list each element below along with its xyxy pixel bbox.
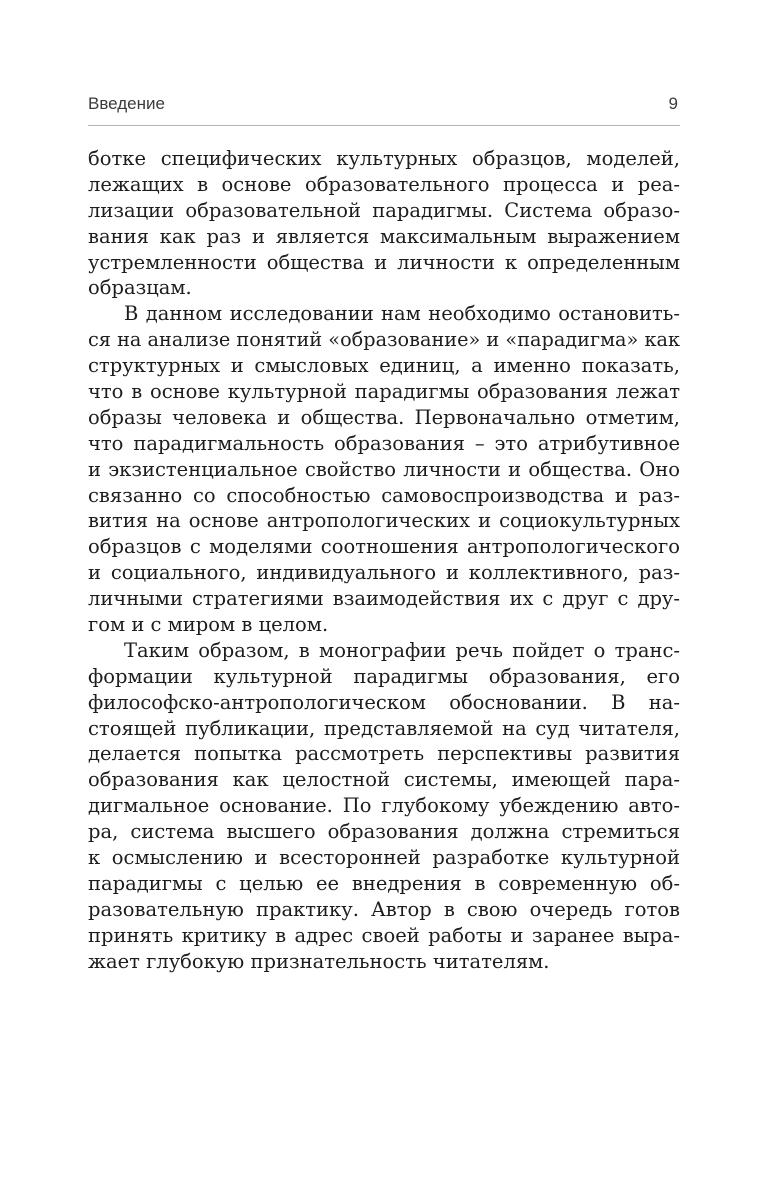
paragraph	[88, 301, 680, 638]
running-head	[88, 92, 680, 118]
text-line: образцам.	[88, 276, 192, 300]
text-line: и социального, индивидуального и коллективного, раз-	[88, 561, 680, 585]
text-line: В данном исследовании нам необходимо остановить-	[124, 302, 680, 326]
text-line: ботке специфических культурных образцов, моделей,	[88, 147, 680, 170]
header-rule	[88, 125, 680, 126]
body-text	[88, 146, 680, 975]
text-line: лизации образовательной парадигмы. Система образо-	[88, 198, 680, 222]
text-line: образцов с моделями соотношения антропологического	[88, 535, 680, 559]
paragraph	[88, 638, 680, 975]
text-line: Таким образом, в монографии речь пойдет о транс-	[124, 638, 680, 662]
text-line: вития на основе антропологических и социокультурных	[88, 509, 680, 533]
page-number: 9	[668, 94, 678, 113]
text-line: к осмыслению и всесторонней разработке культурной	[88, 846, 680, 870]
text-line: связанно со способностью самовоспроизводства и раз-	[88, 483, 680, 507]
text-line: делается попытка рассмотреть перспективы развития	[88, 742, 680, 766]
text-line: разовательную практику. Автор в свою очередь готов	[88, 897, 680, 921]
text-line: принять критику в адрес своей работы и заранее выра-	[88, 923, 680, 947]
text-line: образования как целостной системы, имеющей пара-	[88, 768, 680, 792]
text-line: что парадигмальность образования – это атрибутивное	[88, 431, 680, 455]
text-line: парадигмы с целью ее внедрения в современную об-	[88, 871, 680, 895]
text-line: лежащих в основе образовательного процесса и реа-	[88, 172, 680, 196]
text-line: ра, система высшего образования должна стремиться	[88, 820, 680, 844]
text-line: личными стратегиями взаимодействия их с друг с дру-	[88, 587, 680, 611]
text-line: что в основе культурной парадигмы образования лежат	[88, 380, 680, 404]
paragraph	[88, 146, 680, 301]
text-line: вания как раз и является максимальным выражением	[88, 224, 680, 248]
text-line: ся на анализе понятий «образование» и «парадигма» как	[88, 328, 680, 352]
text-line: жает глубокую признательность читателям.	[88, 949, 550, 973]
text-line: и экзистенциальное свойство личности и общества. Оно	[88, 457, 680, 481]
text-line: гом и с миром в целом.	[88, 613, 329, 637]
text-line: дигмальное основание. По глубокому убеждению авто-	[88, 794, 680, 818]
text-line: формации культурной парадигмы образования, его	[88, 664, 680, 688]
text-line: философско-антропологическом обосновании. В на-	[88, 690, 680, 714]
text-line: стоящей публикации, представляемой на суд читателя,	[88, 716, 680, 740]
text-line: образы человека и общества. Первоначально отметим,	[88, 405, 680, 429]
text-line: структурных и смысловых единиц, а именно показать,	[88, 354, 680, 378]
text-line: устремленности общества и личности к определенным	[88, 250, 680, 274]
section-title: Введение	[88, 94, 165, 113]
